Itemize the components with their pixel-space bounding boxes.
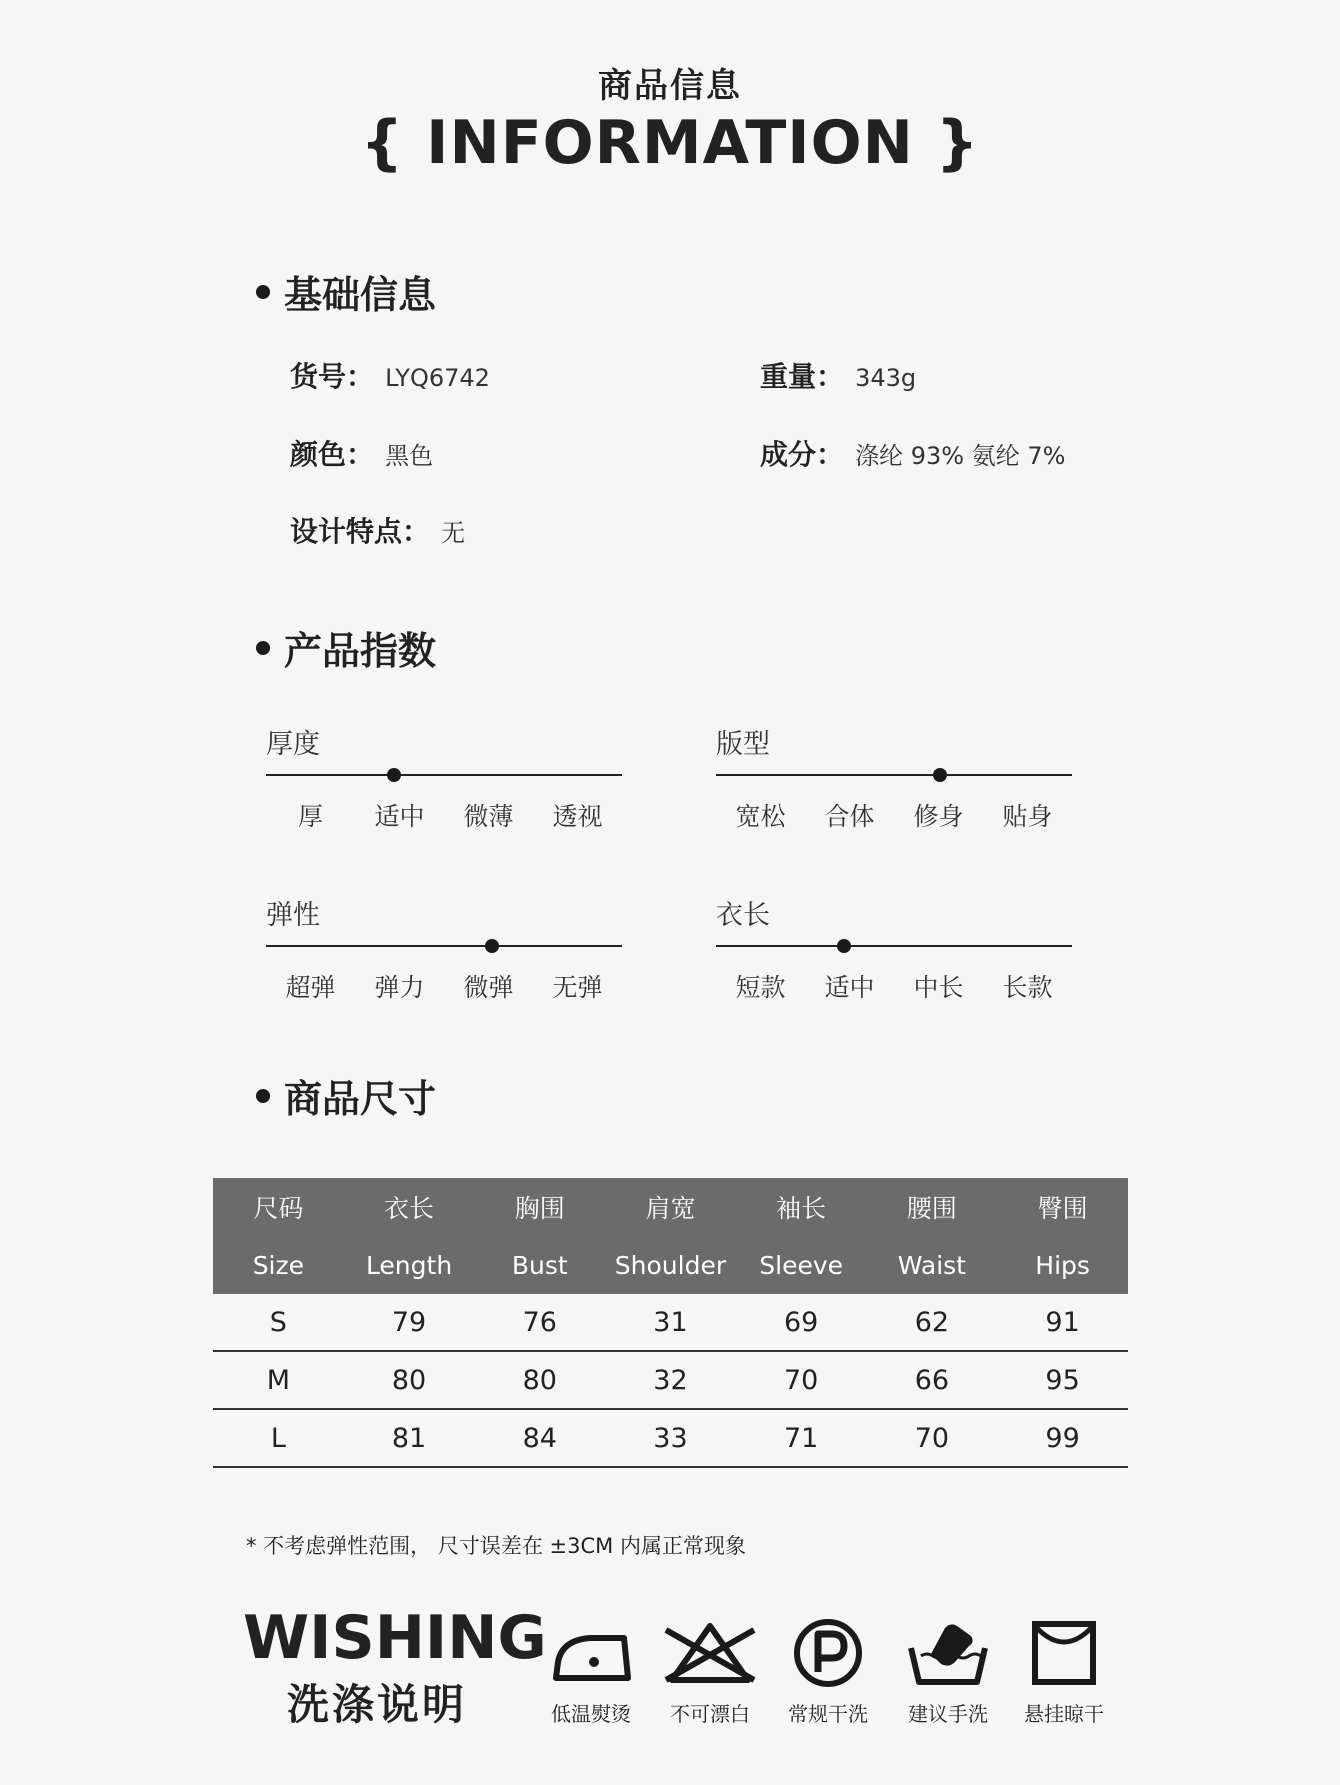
design-label: 设计特点：	[290, 515, 431, 548]
table-cell: 32	[605, 1351, 736, 1409]
care-label: 不可漂白	[670, 1702, 750, 1726]
material-label: 成分：	[760, 438, 845, 471]
weight-label: 重量：	[760, 360, 845, 393]
size-header-cell: 胸围	[474, 1178, 605, 1236]
table-cell: 71	[736, 1409, 867, 1467]
table-cell: 80	[474, 1351, 605, 1409]
bullet-dot	[256, 285, 270, 299]
table-cell: M	[213, 1351, 344, 1409]
table-cell: 99	[997, 1409, 1128, 1467]
bullet-dot	[256, 641, 270, 655]
index-marker	[387, 768, 401, 782]
index-option: 适中	[374, 802, 425, 831]
care-item-dry-clean	[768, 1618, 888, 1727]
index-fit-label: 版型	[716, 729, 770, 760]
index-elasticity	[266, 893, 622, 1004]
table-cell: 76	[474, 1294, 605, 1351]
index-option: 短款	[735, 973, 786, 1002]
table-cell: 69	[736, 1294, 867, 1351]
index-track	[266, 774, 622, 776]
table-cell: 80	[344, 1351, 475, 1409]
color-label: 颜色：	[290, 438, 375, 471]
care-label: 常规干洗	[788, 1702, 868, 1726]
table-cell: 91	[997, 1294, 1128, 1351]
table-cell: 95	[997, 1351, 1128, 1409]
hang-dry-icon	[1029, 1618, 1099, 1688]
index-option: 超弹	[285, 973, 336, 1002]
index-marker	[837, 939, 851, 953]
index-length-label: 衣长	[716, 900, 770, 931]
care-item-no-bleach	[650, 1618, 770, 1727]
index-option: 长款	[1002, 973, 1053, 1002]
index-option: 弹力	[374, 973, 425, 1002]
index-elasticity-label: 弹性	[266, 900, 320, 931]
size-table-header-cn	[213, 1178, 1128, 1236]
table-cell: 66	[867, 1351, 998, 1409]
table-cell: 33	[605, 1409, 736, 1467]
index-option: 无弹	[552, 973, 603, 1002]
size-note: * 不考虑弹性范围， 尺寸误差在 ±3CM 内属正常现象	[246, 1534, 746, 1558]
size-header-cell: Length	[344, 1236, 475, 1294]
care-label: 低温熨烫	[551, 1702, 631, 1726]
table-cell: 84	[474, 1409, 605, 1467]
index-track	[266, 945, 622, 947]
table-cell: L	[213, 1409, 344, 1467]
table-cell: S	[213, 1294, 344, 1351]
table-row	[213, 1351, 1128, 1409]
care-label: 建议手洗	[908, 1702, 988, 1726]
washing-title-cn: 洗涤说明	[287, 1680, 468, 1729]
size-header-cell: 肩宽	[605, 1178, 736, 1236]
color-value: 黑色	[385, 442, 434, 470]
header-title-cn: 商品信息	[598, 66, 742, 106]
index-track	[716, 945, 1072, 947]
section-size	[256, 1068, 436, 1123]
section-title-size: 商品尺寸	[284, 1077, 437, 1121]
section-title-index: 产品指数	[284, 629, 437, 673]
size-table-header-en	[213, 1236, 1128, 1294]
index-option: 微弹	[463, 973, 514, 1002]
sku-label: 货号：	[290, 360, 375, 393]
index-option: 中长	[913, 973, 964, 1002]
index-marker	[933, 768, 947, 782]
sku-value: LYQ6742	[385, 364, 490, 392]
design-row	[290, 510, 465, 550]
index-option: 贴身	[1002, 802, 1053, 831]
material-row	[760, 433, 1065, 473]
table-cell: 79	[344, 1294, 475, 1351]
index-thickness-label: 厚度	[266, 729, 320, 760]
index-option: 厚	[297, 802, 323, 831]
size-header-cell: Waist	[867, 1236, 998, 1294]
table-row	[213, 1409, 1128, 1467]
section-basic-info	[256, 264, 436, 319]
index-option: 合体	[824, 802, 875, 831]
table-cell: 70	[736, 1351, 867, 1409]
size-header-cell: Sleeve	[736, 1236, 867, 1294]
size-header-cell: Size	[213, 1236, 344, 1294]
index-marker	[485, 939, 499, 953]
size-header-cell: 衣长	[344, 1178, 475, 1236]
index-thickness	[266, 722, 622, 833]
care-label: 悬挂晾干	[1024, 1702, 1104, 1726]
weight-value: 343g	[855, 364, 917, 392]
color-row	[290, 433, 433, 473]
dry-clean-p-icon	[790, 1618, 866, 1688]
index-option: 宽松	[735, 802, 786, 831]
size-header-cell: 臀围	[997, 1178, 1128, 1236]
header-title-en: { INFORMATION }	[360, 108, 980, 178]
table-cell: 31	[605, 1294, 736, 1351]
material-value: 涤纶 93% 氨纶 7%	[855, 442, 1066, 470]
size-table	[213, 1178, 1128, 1468]
size-header-cell: 袖长	[736, 1178, 867, 1236]
index-track	[716, 774, 1072, 776]
index-fit	[716, 722, 1072, 833]
table-cell: 62	[867, 1294, 998, 1351]
hand-wash-icon	[905, 1618, 991, 1688]
section-product-index	[256, 620, 436, 675]
care-item-hang-dry	[1004, 1618, 1124, 1727]
index-length	[716, 893, 1072, 1004]
table-cell: 70	[867, 1409, 998, 1467]
design-value: 无	[441, 519, 466, 547]
iron-low-icon	[548, 1618, 634, 1688]
size-header-cell: 尺码	[213, 1178, 344, 1236]
index-option: 微薄	[463, 802, 514, 831]
sku-row	[290, 355, 490, 395]
size-header-cell: Bust	[474, 1236, 605, 1294]
care-item-iron	[531, 1618, 651, 1727]
care-item-hand-wash	[888, 1618, 1008, 1727]
no-bleach-icon	[662, 1618, 758, 1688]
section-title-basic: 基础信息	[284, 273, 437, 317]
size-header-cell: 腰围	[867, 1178, 998, 1236]
size-header-cell: Hips	[997, 1236, 1128, 1294]
index-option: 适中	[824, 973, 875, 1002]
weight-row	[760, 355, 916, 395]
bullet-dot	[256, 1089, 270, 1103]
table-cell: 81	[344, 1409, 475, 1467]
table-row	[213, 1294, 1128, 1351]
index-option: 透视	[552, 802, 603, 831]
index-option: 修身	[913, 802, 964, 831]
size-header-cell: Shoulder	[605, 1236, 736, 1294]
washing-title-en: WISHING	[243, 1603, 547, 1673]
